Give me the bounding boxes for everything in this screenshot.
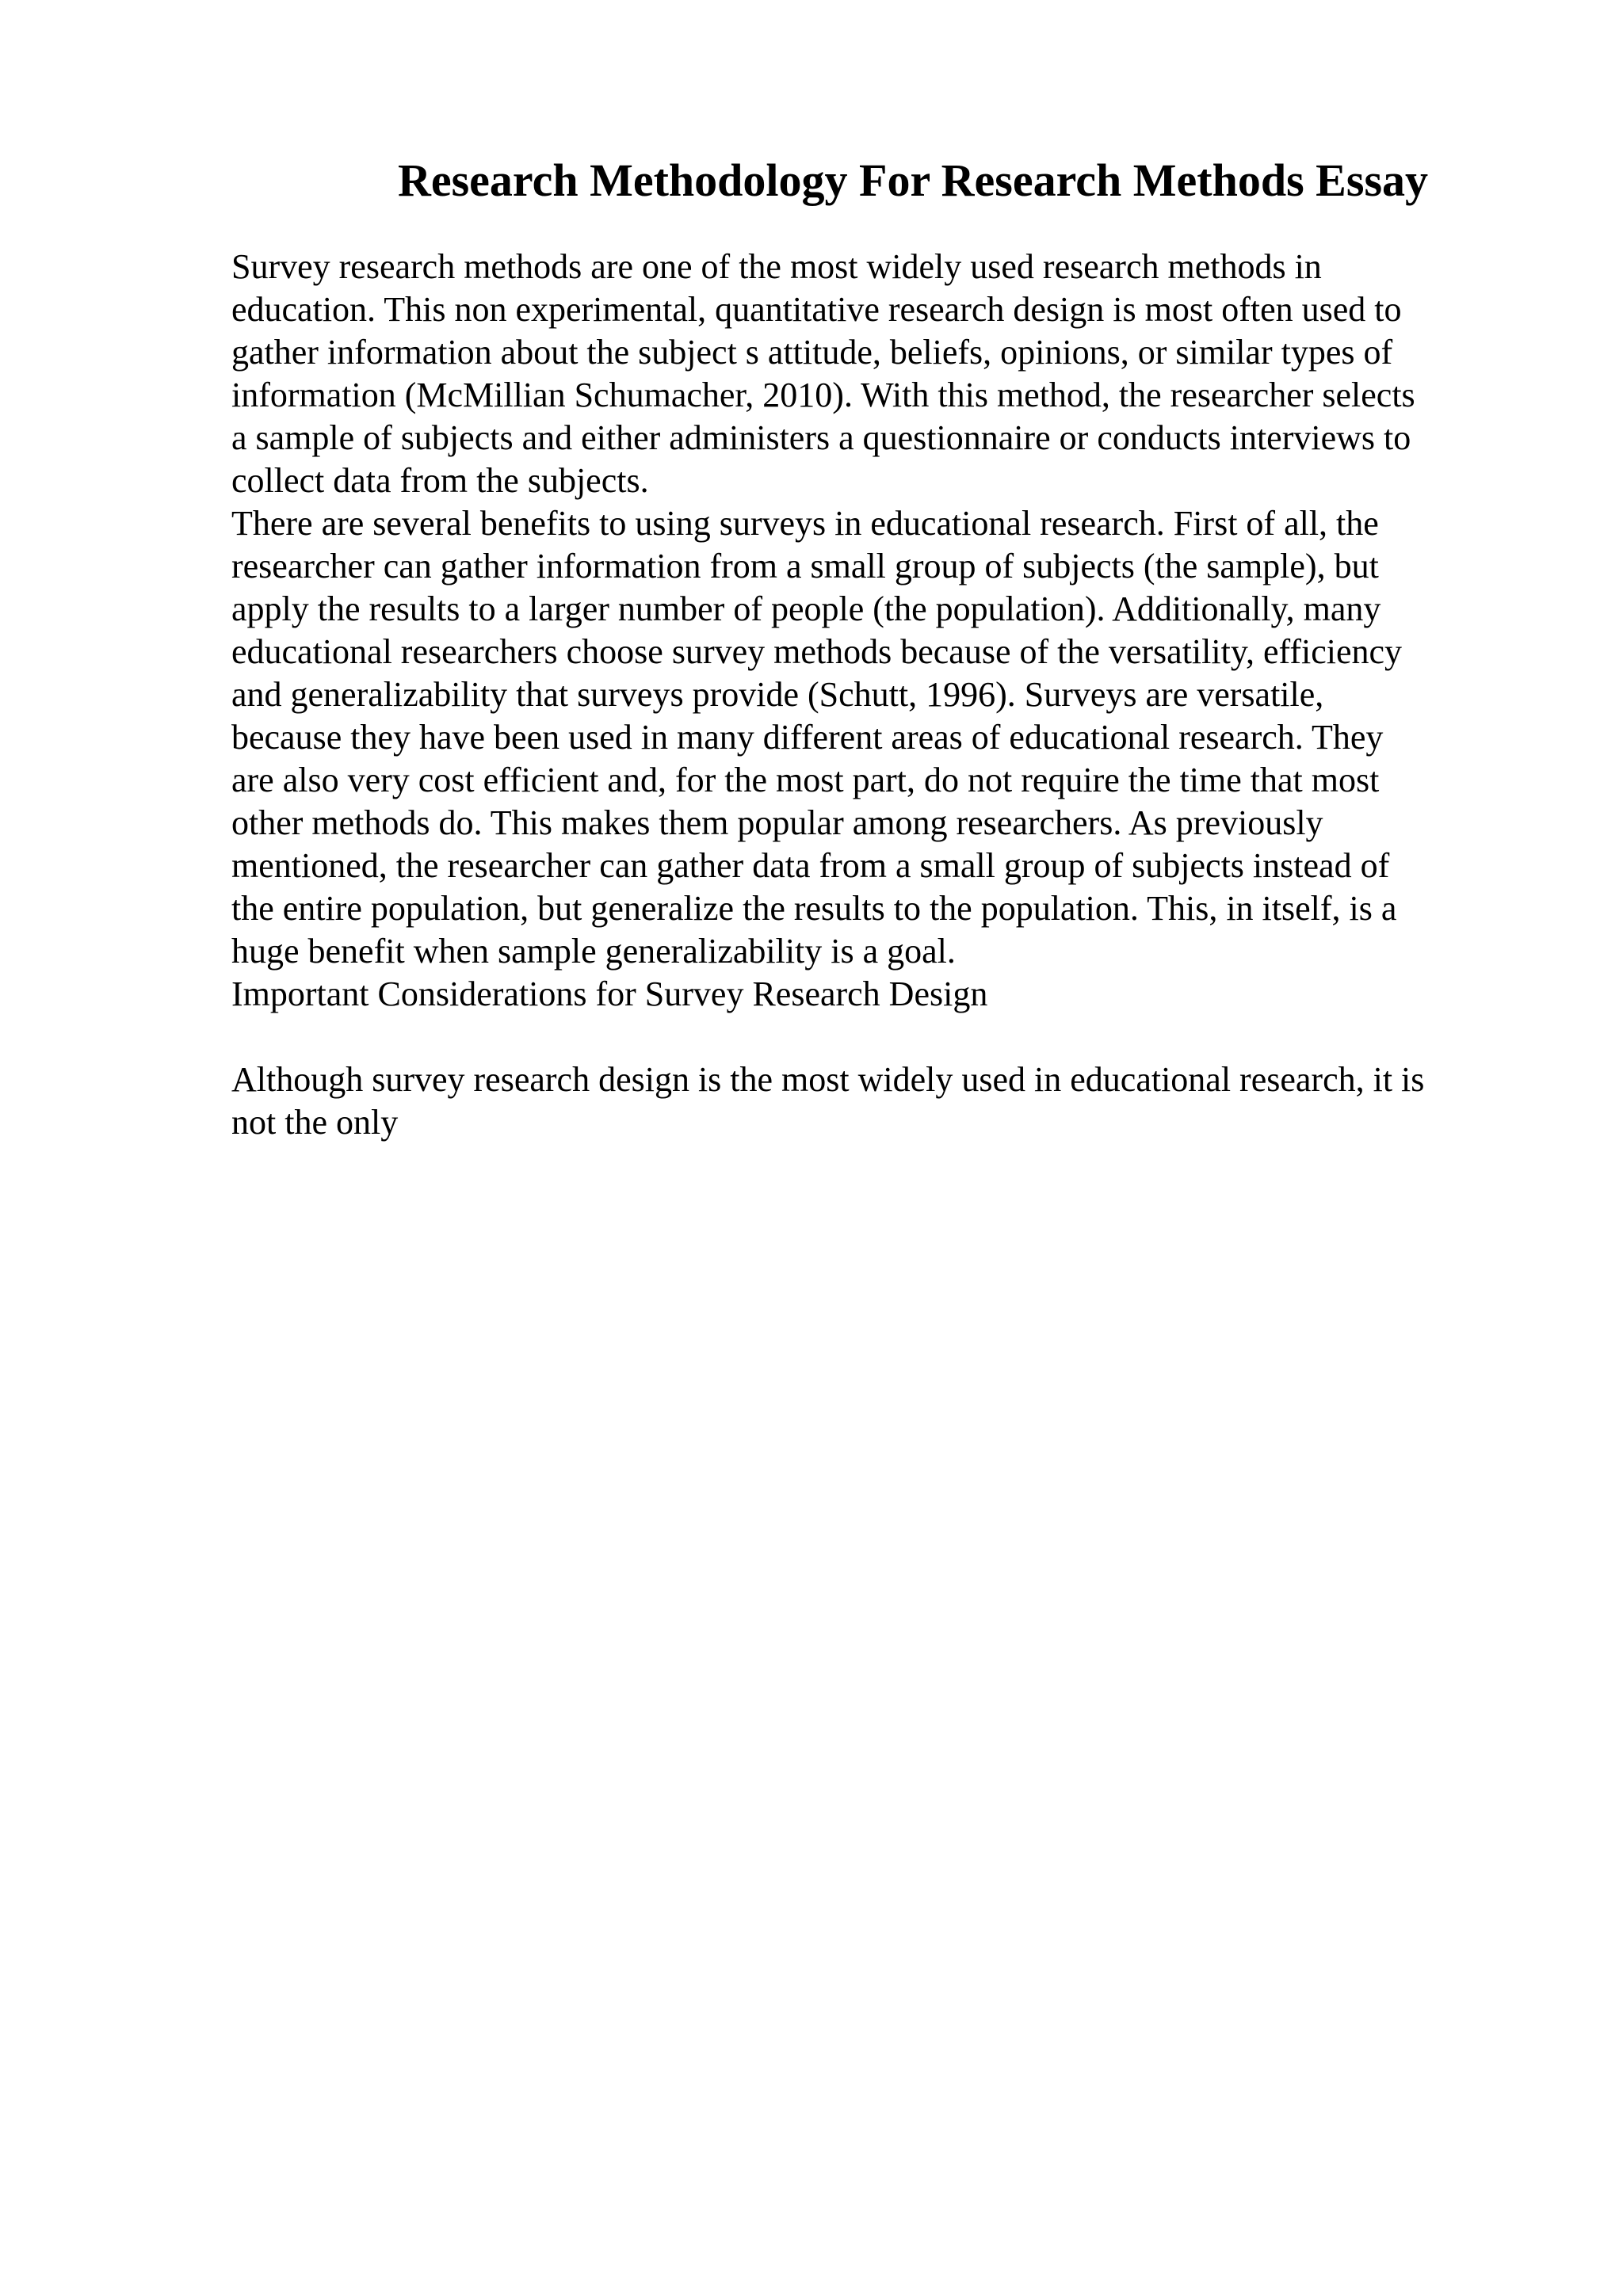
blank-line (231, 1016, 1515, 1058)
body-line: educational researchers choose survey methods because of the versatility, efficiency (231, 632, 1403, 671)
body-line: a sample of subjects and either administers a questionnaire or conducts interviews to (231, 418, 1411, 457)
body-line: information (McMillian Schumacher, 2010). With this method, the researcher selects (231, 376, 1415, 414)
body-line: collect data from the subjects. (231, 461, 649, 500)
body-line: not the only (231, 1103, 399, 1142)
body-line: other methods do. This makes them popular among researchers. As previously (231, 803, 1323, 842)
document-body (231, 246, 1515, 1144)
body-line: the entire population, but generalize the results to the population. This, in itself, is a (231, 889, 1397, 928)
body-line: and generalizability that surveys provide (Schutt, 1996). Surveys are versatile, (231, 675, 1324, 714)
body-line: Although survey research design is the most widely used in educational research, it is (231, 1060, 1425, 1099)
body-line: gather information about the subject s attitude, beliefs, opinions, or similar types of (231, 333, 1393, 372)
body-line: because they have been used in many different areas of educational research. They (231, 718, 1384, 757)
body-line: There are several benefits to using surveys in educational research. First of all, the (231, 504, 1379, 543)
body-line: Survey research methods are one of the most widely used research methods in (231, 247, 1322, 286)
body-line: mentioned, the researcher can gather data from a small group of subjects instead of (231, 846, 1390, 885)
document-title: Research Methodology For Research Methods Essay (397, 154, 1429, 206)
body-line: apply the results to a larger number of people (the population). Additionally, many (231, 589, 1381, 628)
body-line: are also very cost efficient and, for the most part, do not require the time that most (231, 761, 1380, 799)
section-heading: Important Considerations for Survey Research Design (231, 974, 988, 1013)
body-line: education. This non experimental, quantitative research design is most often used to (231, 290, 1402, 329)
body-line: researcher can gather information from a small group of subjects (the sample), but (231, 547, 1379, 585)
body-line: huge benefit when sample generalizability is a goal. (231, 932, 956, 971)
